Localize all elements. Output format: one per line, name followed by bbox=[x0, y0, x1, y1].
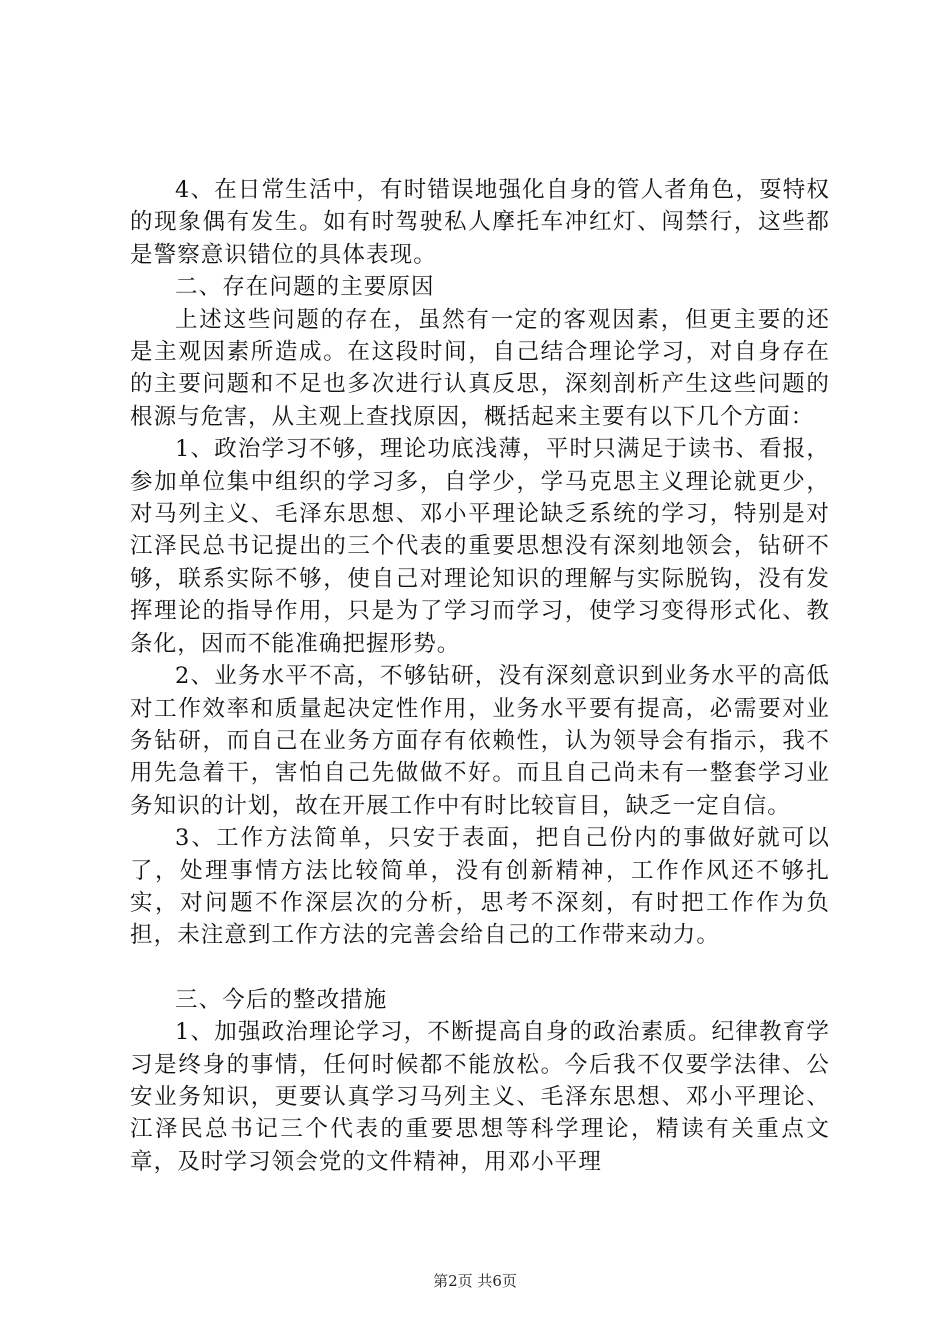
paragraph-cause-1: 1、政治学习不够，理论功底浅薄，平时只满足于读书、看报，参加单位集中组织的学习多，自学少，学马克思主义理论就更少，对马列主义、毛泽东思想、邓小平理论缺乏系统的学习，特别是对江泽民总书记提出的三个代表的重要思想没有深刻地领会，钻研不够，联系实际不够，使自己对理论知识的理解与实际脱钩，没有发挥理论的指导作用，只是为了学习而学习，使学习变得形式化、教条化，因而不能准确把握形势。 bbox=[130, 436, 830, 657]
paragraph-causes-intro: 上述这些问题的存在，虽然有一定的客观因素，但更主要的还是主观因素所造成。在这段时间，自己结合理论学习，对自身存在的主要问题和不足也多次进行认真反思，深刻剖析产生这些问题的根源与危害，从主观上查找原因，概括起来主要有以下几个方面： bbox=[130, 306, 830, 430]
document-body bbox=[130, 174, 830, 1178]
paragraph-measure-1: 1、加强政治理论学习，不断提高自身的政治素质。纪律教育学习是终身的事情，任何时候都不能放松。今后我不仅要学法律、公安业务知识，更要认真学习马列主义、毛泽东思想、邓小平理论、江泽民总书记三个代表的重要思想等科学理论，精读有关重点文章，及时学习领会党的文件精神，用邓小平理 bbox=[130, 1019, 830, 1175]
paragraph-item-4: 4、在日常生活中，有时错误地强化自身的管人者角色，耍特权的现象偶有发生。如有时驾驶私人摩托车冲红灯、闯禁行，这些都是警察意识错位的具体表现。 bbox=[130, 177, 830, 268]
page-number-footer: 第2页 共6页 bbox=[433, 1272, 517, 1290]
paragraph-cause-2: 2、业务水平不高，不够钻研，没有深刻意识到业务水平的高低对工作效率和质量起决定性作用，业务水平要有提高，必需要对业务钻研，而自己在业务方面存有依赖性，认为领导会有指示，我不用先急着干，害怕自己先做做不好。而且自己尚未有一整套学习业务知识的计划，故在开展工作中有时比较盲目，缺乏一定自信。 bbox=[130, 663, 830, 819]
section-heading-causes: 二、存在问题的主要原因 bbox=[175, 274, 435, 301]
blank-line bbox=[130, 952, 830, 984]
section-heading-measures: 三、今后的整改措施 bbox=[175, 986, 388, 1013]
paragraph-cause-3: 3、工作方法简单，只安于表面，把自己份内的事做好就可以了，处理事情方法比较简单，没有创新精神，工作作风还不够扎实，对问题不作深层次的分析，思考不深刻，有时把工作作为负担，未注意到工作方法的完善会给自己的工作带来动力。 bbox=[130, 825, 830, 949]
